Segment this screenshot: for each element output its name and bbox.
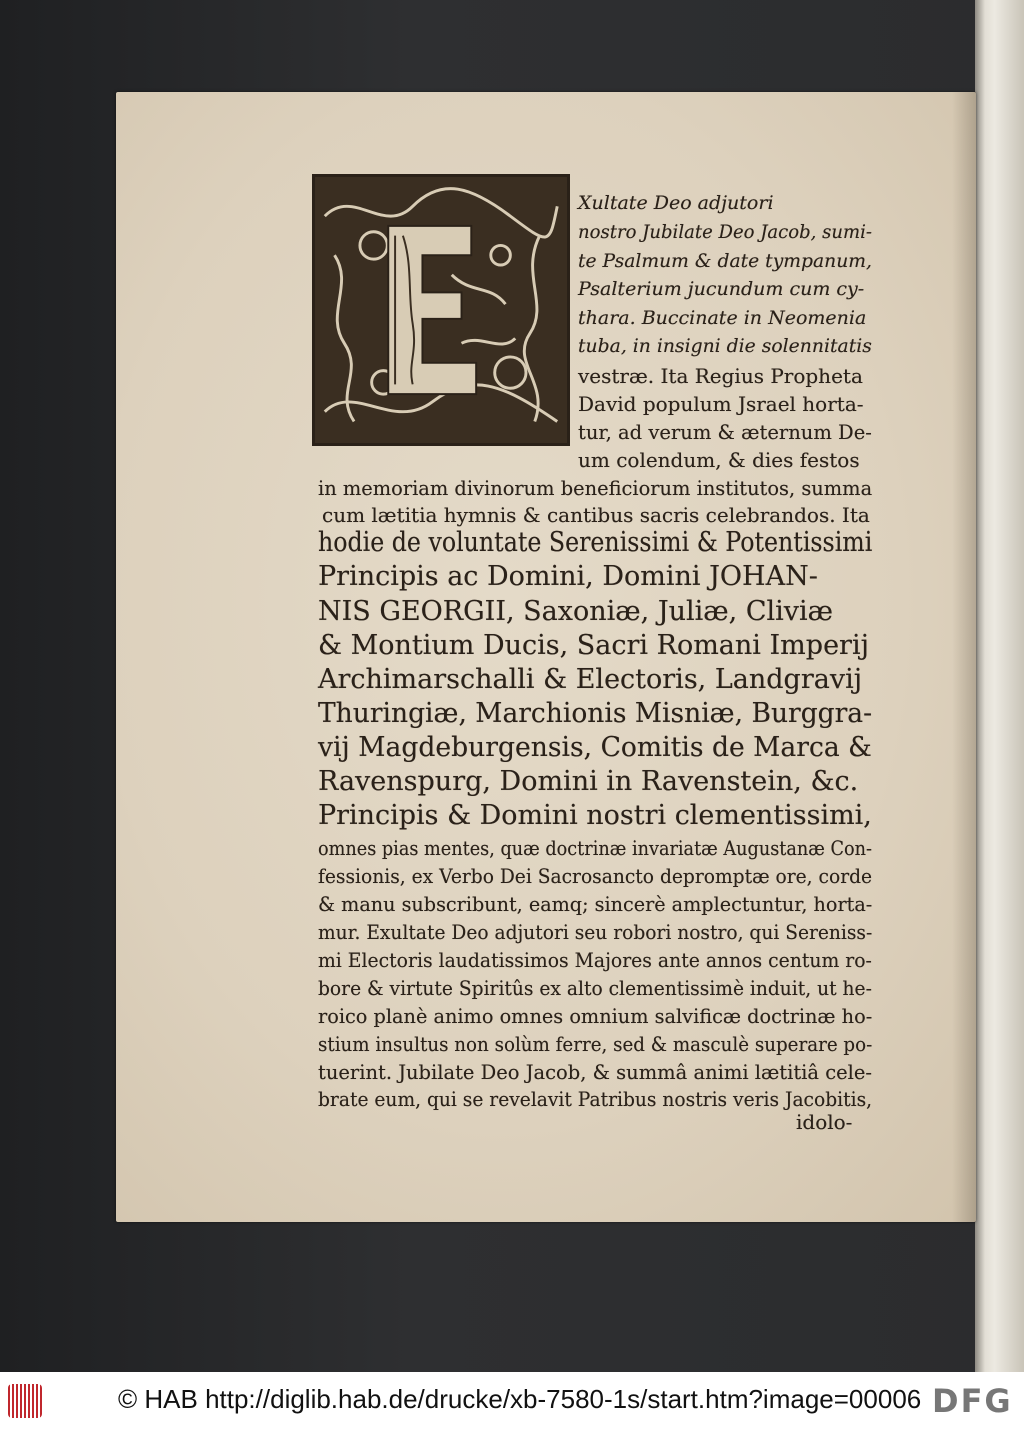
footer-source-link[interactable]: © HAB http://diglib.hab.de/drucke/xb-7580-1s/start.htm?image=00006 [118, 1384, 922, 1414]
text-line: idolo- [796, 1110, 853, 1134]
text-line: stium insultus non solùm ferre, sed & masculè superare po- [318, 1032, 873, 1056]
text-line: hodie de voluntate Serenissimi & Potentissimi [318, 527, 873, 558]
text-line: Archimarschalli & Electoris, Landgravij [318, 664, 863, 695]
text-line: brate eum, qui se revelavit Patribus nostris veris Jacobitis, [318, 1087, 873, 1111]
text-line: Psalterium jucundum cum cy- [578, 278, 865, 300]
text-line: & manu subscribunt, eamq; sincerè amplectuntur, horta- [318, 892, 873, 916]
text-line: bore & virtute Spiritûs ex alto clementissimè induit, ut he- [318, 976, 872, 1000]
text-line: roico planè animo omnes omnium salvificæ doctrinæ ho- [318, 1004, 873, 1028]
text-line: mur. Exultate Deo adjutori seu robori nostro, qui Sereniss- [318, 920, 873, 944]
text-line: Principis ac Domini, Domini JOHAN- [318, 561, 818, 592]
text-line: in memoriam divinorum beneficiorum institutos, summa [318, 476, 873, 500]
text-line: cum lætitia hymnis & cantibus sacris celebrandos. Ita [322, 503, 870, 527]
text-line: vij Magdeburgensis, Comitis de Marca & [318, 732, 872, 763]
text-line: NIS GEORGII, Saxoniæ, Juliæ, Cliviæ [318, 596, 834, 627]
text-line: Ravenspurg, Domini in Ravenstein, &c. [318, 766, 859, 797]
text-line: mi Electoris laudatissimos Majores ante annos centum ro- [318, 948, 872, 972]
text-line: tuba, in insigni die solennitatis [578, 335, 872, 357]
text-line: tur, ad verum & æternum De- [578, 420, 872, 444]
text-line: te Psalmum & date tympanum, [578, 250, 872, 272]
text-line: David populum Jsrael horta- [578, 392, 864, 416]
text-line: Thuringiæ, Marchionis Misniæ, Burggra- [318, 698, 873, 729]
text-line: & Montium Ducis, Sacri Romani Imperij [318, 630, 869, 661]
text-line: Xultate Deo adjutori [578, 192, 774, 214]
text-line: nostro Jubilate Deo Jacob, sumi- [578, 221, 872, 243]
text-line: vestræ. Ita Regius Propheta [578, 364, 863, 388]
text-line: thara. Buccinate in Neomenia [578, 307, 867, 329]
dfg-logo[interactable]: DFG [932, 1382, 1013, 1420]
text-line: tuerint. Jubilate Deo Jacob, & summâ animi lætitiâ cele- [318, 1060, 872, 1084]
barcode-icon[interactable] [8, 1384, 42, 1418]
text-line: um colendum, & dies festos [578, 448, 860, 472]
text-line: omnes pias mentes, quæ doctrinæ invariatæ Augustanæ Con- [318, 836, 872, 860]
text-line: fessionis, ex Verbo Dei Sacrosancto depromptæ ore, corde [318, 864, 873, 888]
text-line: Principis & Domini nostri clementissimi, [318, 800, 872, 831]
viewer-footer [0, 1372, 1024, 1431]
